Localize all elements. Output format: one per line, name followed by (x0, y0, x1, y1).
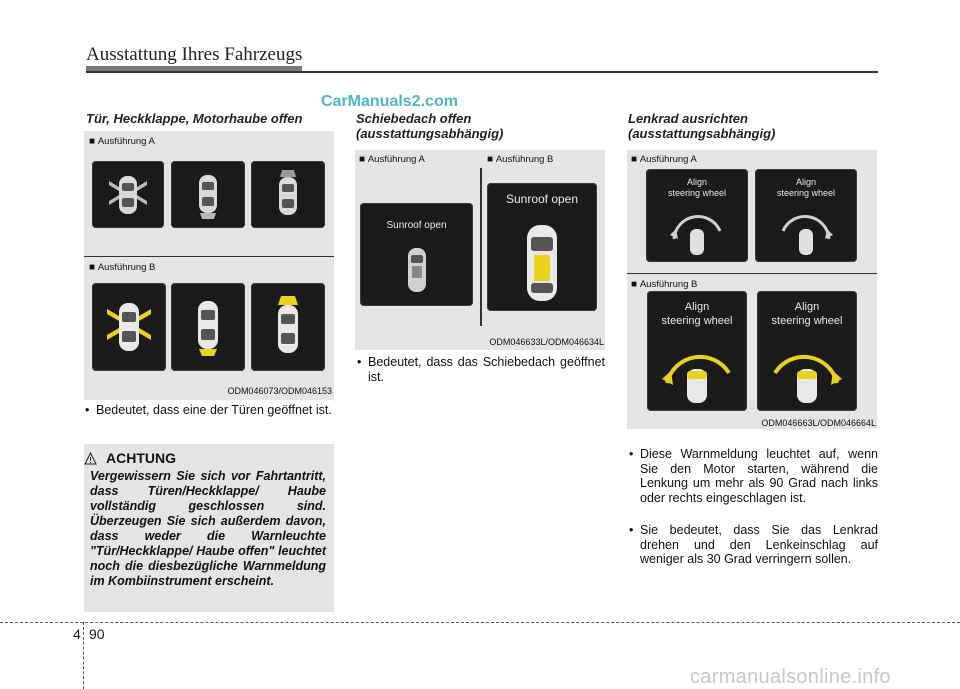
page-section-number: 4 (73, 626, 81, 642)
steering-b-display-1 (647, 291, 747, 411)
doors-bullet (85, 403, 335, 418)
sunroof-variant-b-label: ■ Ausführung B (487, 154, 553, 165)
steering-a1-line1: Align (686, 177, 707, 187)
steering-turn-left-yellow-icon (647, 291, 747, 411)
sunroof-figure-panel (355, 150, 605, 350)
sunroof-b-display (487, 183, 597, 311)
steering-section-title-2: (ausstattungsabhängig) (628, 126, 776, 141)
watermark-bottom: carmanualsonline.info (690, 666, 891, 688)
doors-a-display-3 (251, 161, 325, 228)
steering-bullet-1 (629, 447, 878, 505)
sunroof-a-display (360, 203, 473, 306)
steering-b2-line1: Align (794, 301, 820, 313)
watermark-top: CarManuals2.com (321, 93, 458, 110)
steering-a-display-1 (646, 169, 748, 262)
steering-b1-line2: steering wheel (661, 315, 733, 327)
steering-bullet-2-text: Sie bedeutet, dass Sie das Lenkrad drehen und den Lenkeinschlag auf weniger als 30 Grad verringern sollen. (640, 523, 878, 566)
steering-b1-line1: Align (684, 301, 710, 313)
car-sunroof-open-icon (360, 203, 473, 306)
doors-bullet-text: Bedeutet, dass eine der Türen geöffnet ist. (96, 403, 332, 417)
steering-a1-line2: steering wheel (667, 188, 727, 198)
sunroof-a-display-text: Sunroof open (386, 220, 447, 231)
doors-panel-divider (84, 256, 334, 257)
steering-bullet-1-text: Diese Warnmeldung leuchtet auf, wenn Sie den Motor starten, während die Lenkung um mehr als 90 Grad nach links oder rechts eingeschlagen ist. (640, 447, 878, 505)
steering-variant-b-label: ■ Ausführung B (631, 279, 697, 290)
warning-heading-wrap (98, 450, 176, 466)
bullet-dot: • (357, 355, 362, 369)
sunroof-bullet (357, 355, 605, 384)
bullet-dot: • (85, 403, 90, 417)
bullet-dot: • (629, 447, 634, 461)
warning-heading: ACHTUNG (106, 450, 176, 466)
car-doors-open-icon (92, 161, 164, 228)
doors-b-display-1 (92, 283, 166, 371)
doors-a-display-1 (92, 161, 164, 228)
doors-variant-b-label: ■ Ausführung B (89, 262, 155, 273)
warning-box (84, 444, 334, 612)
steering-bullet-2 (629, 523, 878, 567)
footer-vertical-rule (83, 622, 84, 689)
doors-variant-a-label: ■ Ausführung A (89, 136, 155, 147)
car-trunk-open-icon (171, 161, 245, 228)
sunroof-section-title-1: Schiebedach offen (356, 111, 472, 126)
car-hood-open-icon (251, 161, 325, 228)
steering-section-title-1: Lenkrad ausrichten (628, 111, 748, 126)
sunroof-variant-a-label: ■ Ausführung A (359, 154, 425, 165)
doors-b-display-3 (251, 283, 325, 371)
sunroof-section-title-2: (ausstattungsabhängig) (356, 126, 504, 141)
warning-triangle-icon (84, 452, 97, 465)
sunroof-b-display-text: Sunroof open (505, 192, 579, 206)
steering-a2-line2: steering wheel (776, 188, 836, 198)
page-header-title: Ausstattung Ihres Fahrzeugs (86, 44, 303, 65)
footer-rule (0, 622, 960, 623)
steering-figure-code: ODM046663L/ODM046664L (761, 418, 876, 428)
header-rule (86, 71, 878, 73)
car-doors-open-yellow-icon (92, 283, 166, 371)
sunroof-bullet-text: Bedeutet, dass das Schiebedach geöffnet ist. (368, 355, 605, 384)
steering-b2-line2: steering wheel (771, 315, 843, 327)
steering-turn-left-icon (646, 169, 748, 262)
bullet-dot: • (629, 523, 634, 537)
doors-a-display-2 (171, 161, 245, 228)
doors-section-title: Tür, Heckklappe, Motorhaube offen (86, 111, 303, 126)
steering-a-display-2 (755, 169, 857, 262)
car-sunroof-open-yellow-icon (487, 183, 597, 311)
sunroof-panel-divider (480, 168, 482, 326)
car-trunk-open-yellow-icon (171, 283, 245, 371)
doors-b-display-2 (171, 283, 245, 371)
warning-body: Vergewissern Sie sich vor Fahrtantritt, dass Türen/Heckklappe/ Haube vollständig geschlossen sind. Überzeugen Sie sich außerdem davon, dass weder die Warnleuchte "Tür/Heckklappe/ Haube offen" leuchtet noch die diesbezügliche Warnmeldung im Kombiinstrument erscheint. (90, 469, 326, 588)
steering-b-display-2 (757, 291, 857, 411)
steering-panel-divider (627, 273, 877, 274)
steering-variant-a-label: ■ Ausführung A (631, 154, 697, 165)
sunroof-figure-code: ODM046633L/ODM046634L (489, 337, 604, 347)
steering-turn-right-icon (755, 169, 857, 262)
steering-turn-right-yellow-icon (757, 291, 857, 411)
car-hood-open-yellow-icon (251, 283, 325, 371)
page-number: 90 (89, 626, 105, 642)
doors-figure-panel (84, 131, 334, 400)
steering-a2-line1: Align (795, 177, 816, 187)
doors-figure-code: ODM046073/ODM046153 (227, 386, 332, 396)
steering-figure-panel (627, 150, 877, 429)
